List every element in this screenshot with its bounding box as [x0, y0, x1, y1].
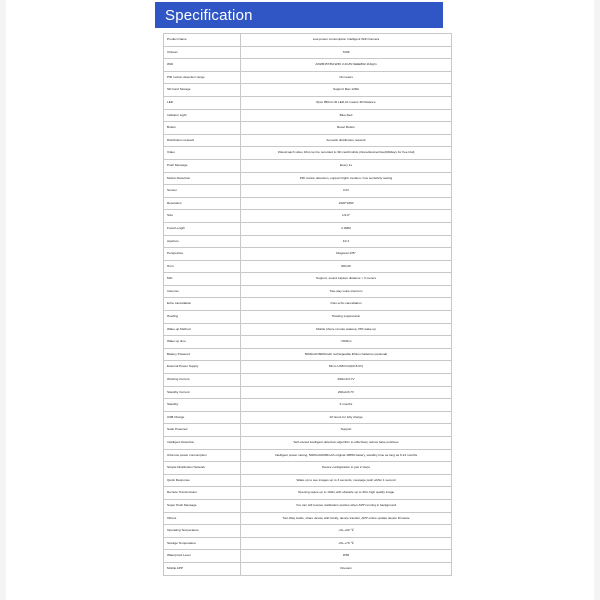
spec-value-cell: PIR motion detection, support hight/ medium / low sensitivity setting — [241, 172, 452, 185]
table-row — [164, 374, 452, 387]
spec-value-cell: Acoustic distribution network — [241, 134, 452, 147]
spec-key-cell: Focal Length — [164, 222, 241, 235]
spec-key-cell: Ultra low power consumption — [164, 449, 241, 462]
spec-value-cell: IP66 — [241, 550, 452, 563]
spec-key-cell: Sensor — [164, 185, 241, 198]
table-row — [164, 449, 452, 462]
table-row — [164, 525, 452, 538]
spec-value-cell: 2.0MM — [241, 222, 452, 235]
spec-value-cell: 6 months — [241, 399, 452, 412]
table-row — [164, 474, 452, 487]
table-row — [164, 210, 452, 223]
spec-key-cell: Others — [164, 512, 241, 525]
spec-key-cell: Howling — [164, 311, 241, 324]
spec-value-cell: Own echo cancellation — [241, 298, 452, 311]
table-row — [164, 386, 452, 399]
spec-value-cell: Diagonal 135° — [241, 248, 452, 261]
page-gutter-left — [0, 0, 6, 600]
table-row — [164, 311, 452, 324]
table-row — [164, 235, 452, 248]
spec-value-cell: -20~+70 ℃ — [241, 537, 452, 550]
spec-value-cell: 10 meters — [241, 71, 452, 84]
spec-value-cell: Blue,Red — [241, 109, 452, 122]
spec-value-cell: 10 hours for fully charge — [241, 411, 452, 424]
spec-key-cell: Echo cancellation — [164, 298, 241, 311]
spec-key-cell: Distribution network — [164, 134, 241, 147]
table-row — [164, 462, 452, 475]
table-row — [164, 336, 452, 349]
spec-value-cell: Device configuration in just 2 steps — [241, 462, 452, 475]
spec-value-cell: F23 — [241, 185, 452, 198]
spec-key-cell: Super Push Message — [164, 499, 241, 512]
table-row — [164, 411, 452, 424]
table-row — [164, 285, 452, 298]
spec-value-cell: AIWIB1573M-WIFI 2.4GHz IEEE802.11b/g/n — [241, 59, 452, 72]
spec-value-cell: Low-power consumption Intelligent WiFi Camera — [241, 34, 452, 47]
spec-key-cell: Push Message — [164, 159, 241, 172]
spec-key-cell: Aperture — [164, 235, 241, 248]
spec-value-cell: Support Max 128G — [241, 84, 452, 97]
table-row — [164, 96, 452, 109]
spec-key-cell: Remote Transmission — [164, 487, 241, 500]
spec-key-cell: LED — [164, 96, 241, 109]
table-row — [164, 59, 452, 72]
table-row — [164, 122, 452, 135]
spec-key-cell: Storage Temperature — [164, 537, 241, 550]
table-row — [164, 499, 452, 512]
table-row — [164, 487, 452, 500]
table-row — [164, 323, 452, 336]
spec-value-cell: T20Z — [241, 46, 452, 59]
spec-key-cell: Operating Temperature — [164, 525, 241, 538]
spec-key-cell: PIR motion detection range — [164, 71, 241, 84]
spec-value-cell: Micro USB Port(DC5.0V) — [241, 361, 452, 374]
spec-key-cell: Battery Powered — [164, 348, 241, 361]
table-row — [164, 361, 452, 374]
spec-key-cell: Quick Response — [164, 474, 241, 487]
spec-value-cell: 5000mAh/6000mAh rechargeable lithium batteries (optional) — [241, 348, 452, 361]
table-row — [164, 298, 452, 311]
spec-key-cell: Intelligent Detection — [164, 437, 241, 450]
table-row — [164, 550, 452, 563]
specification-table — [163, 33, 452, 576]
spec-value-cell: 8pcs 850nm IR LED,10 meters IR Distance — [241, 96, 452, 109]
table-row — [164, 424, 452, 437]
spec-key-cell: Size — [164, 210, 241, 223]
spec-key-cell: Product Name — [164, 34, 241, 47]
spec-key-cell: Waterproof Level — [164, 550, 241, 563]
specification-table-body — [164, 34, 452, 576]
spec-value-cell: 1920*1080 — [241, 197, 452, 210]
table-row — [164, 172, 452, 185]
table-row — [164, 562, 452, 575]
spec-value-cell: Support, sound capture distance > 3 meters — [241, 273, 452, 286]
spec-value-cell: Video/coach video 10s) can be recorded to SD card/mobile phone/device/cloud(30days for free trial) — [241, 147, 452, 160]
spec-key-cell: Working Current — [164, 374, 241, 387]
table-row — [164, 437, 452, 450]
spec-value-cell: You can still receive notification pushes when APP running in background — [241, 499, 452, 512]
table-row — [164, 46, 452, 59]
page-gutter-right — [594, 0, 600, 600]
spec-value-cell: Self-owned intelligent detection algorithm to effectively reduce false positives — [241, 437, 452, 450]
spec-value-cell: Opening space up to 100m,with obstacle up to 30m high quality image — [241, 487, 452, 500]
spec-key-cell: Video — [164, 147, 241, 160]
spec-key-cell: Horn — [164, 260, 241, 273]
spec-value-cell: Intelligent power saving, 5000mA/6000mAh original 18650 battery, standby time as long as 6-12 months — [241, 449, 452, 462]
spec-key-cell: Indicator Light — [164, 109, 241, 122]
spec-key-cell: SD Card Storage — [164, 84, 241, 97]
spec-value-cell: Support — [241, 424, 452, 437]
spec-key-cell: USB Charge — [164, 411, 241, 424]
spec-value-cell: Two-Way Audio, share device with family, device transfer, APP online update device firmware — [241, 512, 452, 525]
spec-value-cell: Howling suppression — [241, 311, 452, 324]
table-row — [164, 537, 452, 550]
spec-key-cell: Wake-up Method — [164, 323, 241, 336]
spec-value-cell: 1/2.9" — [241, 210, 452, 223]
spec-key-cell: External Power Supply — [164, 361, 241, 374]
table-row — [164, 34, 452, 47]
spec-key-cell: Motion Detection — [164, 172, 241, 185]
table-row — [164, 197, 452, 210]
page-title: Specification — [165, 6, 253, 24]
table-row — [164, 399, 452, 412]
table-row — [164, 84, 452, 97]
spec-key-cell: Perspective — [164, 248, 241, 261]
spec-value-cell: F2.4 — [241, 235, 452, 248]
spec-key-cell: WiFi — [164, 59, 241, 72]
spec-value-cell: Reset Button — [241, 122, 452, 135]
spec-value-cell: Mobile phone remote wakeup, PIR wake up — [241, 323, 452, 336]
table-row — [164, 273, 452, 286]
spec-value-cell: 200uA/3.7V — [241, 386, 452, 399]
table-row — [164, 248, 452, 261]
spec-key-cell: Resolution — [164, 197, 241, 210]
spec-value-cell: Every 1s — [241, 159, 452, 172]
specification-banner — [155, 2, 443, 28]
spec-key-cell: Solar Powered — [164, 424, 241, 437]
spec-value-cell: -10~+60 ℃ — [241, 525, 452, 538]
table-row — [164, 185, 452, 198]
table-row — [164, 71, 452, 84]
spec-key-cell: Chipset — [164, 46, 241, 59]
spec-value-cell: Wake up to see images up to 3 seconds, message push within 1 second — [241, 474, 452, 487]
spec-key-cell: MIC — [164, 273, 241, 286]
spec-value-cell: Onecam — [241, 562, 452, 575]
spec-value-cell: 8Ω/1W — [241, 260, 452, 273]
spec-value-cell: <500ms — [241, 336, 452, 349]
table-row — [164, 109, 452, 122]
spec-value-cell: Two-way voice intercom — [241, 285, 452, 298]
table-row — [164, 260, 452, 273]
table-row — [164, 159, 452, 172]
spec-key-cell: Simple Distribution Network — [164, 462, 241, 475]
table-row — [164, 147, 452, 160]
spec-key-cell: Button — [164, 122, 241, 135]
spec-key-cell: Intercom — [164, 285, 241, 298]
spec-value-cell: 260mA/3.7V — [241, 374, 452, 387]
table-row — [164, 348, 452, 361]
spec-key-cell: Standby — [164, 399, 241, 412]
spec-key-cell: Mobile APP — [164, 562, 241, 575]
table-row — [164, 512, 452, 525]
table-row — [164, 134, 452, 147]
table-row — [164, 222, 452, 235]
spec-key-cell: Wake up time — [164, 336, 241, 349]
spec-key-cell: Standby Current — [164, 386, 241, 399]
